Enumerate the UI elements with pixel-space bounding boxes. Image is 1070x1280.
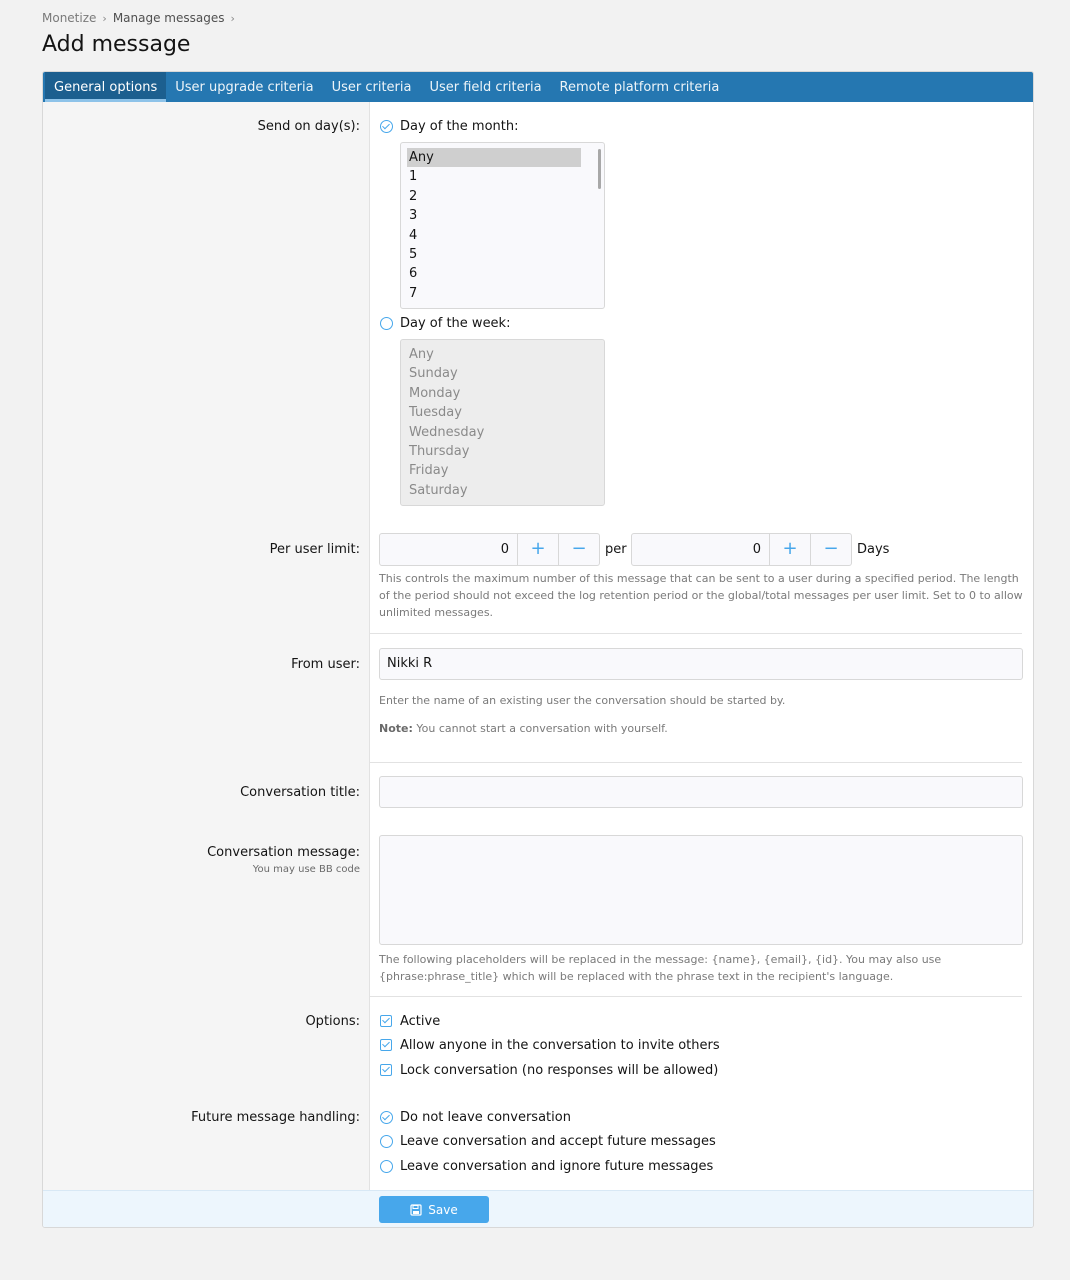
limit-period-value[interactable]: 0 bbox=[752, 542, 761, 557]
bb-code-hint: You may use BB code bbox=[252, 864, 360, 875]
leave-accept-radio[interactable] bbox=[380, 1135, 393, 1148]
list-item[interactable]: Any bbox=[407, 148, 581, 167]
divider bbox=[370, 996, 1022, 997]
per-user-limit-label: Per user limit: bbox=[269, 542, 360, 557]
days-unit: Days bbox=[857, 542, 890, 557]
tab-general-options[interactable]: General options bbox=[45, 72, 166, 102]
from-user-hint: Enter the name of an existing user the conversation should be started by. bbox=[379, 694, 786, 707]
future-handling-label: Future message handling: bbox=[191, 1110, 360, 1125]
list-item[interactable]: 3 bbox=[409, 208, 418, 224]
limit-period-stepper[interactable] bbox=[631, 533, 852, 566]
list-item[interactable]: Saturday bbox=[409, 482, 468, 498]
conversation-title-input[interactable] bbox=[379, 776, 1023, 808]
day-of-week-radio[interactable] bbox=[380, 317, 393, 330]
note-label: Note: bbox=[379, 722, 413, 735]
tab-user-upgrade-criteria[interactable]: User upgrade criteria bbox=[175, 79, 314, 95]
form-block bbox=[42, 71, 1034, 1228]
list-item[interactable]: 2 bbox=[409, 188, 418, 204]
breadcrumb bbox=[42, 11, 241, 25]
day-of-month-label: Day of the month: bbox=[400, 119, 519, 134]
save-label: Save bbox=[428, 1202, 458, 1217]
form-submit-row bbox=[43, 1190, 1034, 1228]
list-item[interactable]: Tuesday bbox=[409, 405, 462, 421]
list-item[interactable]: 5 bbox=[409, 246, 418, 262]
scrollbar[interactable] bbox=[598, 149, 601, 189]
day-of-week-label: Day of the week: bbox=[400, 316, 511, 331]
list-item[interactable]: 6 bbox=[409, 266, 418, 282]
leave-ignore-radio[interactable] bbox=[380, 1160, 393, 1173]
from-user-note bbox=[379, 720, 1023, 737]
chevron-right-icon: › bbox=[230, 11, 235, 25]
minus-icon[interactable]: − bbox=[810, 534, 851, 565]
list-item[interactable]: 4 bbox=[409, 227, 418, 243]
from-user-label: From user: bbox=[291, 657, 360, 672]
day-of-week-select[interactable] bbox=[400, 339, 605, 506]
divider bbox=[370, 762, 1022, 763]
leave-ignore-label: Leave conversation and ignore future messages bbox=[400, 1159, 714, 1174]
list-item[interactable]: 1 bbox=[409, 169, 418, 185]
allow-invite-option-label: Allow anyone in the conversation to invite others bbox=[400, 1038, 720, 1053]
page-title: Add message bbox=[42, 32, 191, 57]
tab-user-criteria[interactable]: User criteria bbox=[331, 79, 412, 95]
options-label: Options: bbox=[305, 1014, 360, 1029]
breadcrumb-manage-messages[interactable]: Manage messages bbox=[112, 11, 225, 25]
list-item[interactable]: Wednesday bbox=[409, 424, 485, 440]
plus-icon[interactable]: + bbox=[769, 534, 810, 565]
lock-conversation-option-label: Lock conversation (no responses will be allowed) bbox=[400, 1063, 719, 1078]
list-item[interactable]: Thursday bbox=[409, 443, 470, 459]
conversation-message-textarea[interactable] bbox=[379, 835, 1023, 945]
per-text: per bbox=[605, 542, 627, 557]
allow-invite-checkbox[interactable] bbox=[380, 1039, 392, 1051]
list-item[interactable]: Monday bbox=[409, 385, 461, 401]
list-item[interactable]: 7 bbox=[409, 285, 418, 301]
tab-remote-platform-criteria[interactable]: Remote platform criteria bbox=[559, 79, 720, 95]
active-option-label: Active bbox=[400, 1014, 441, 1029]
list-item[interactable]: Any bbox=[409, 347, 434, 362]
list-item[interactable]: Sunday bbox=[409, 366, 458, 382]
save-icon bbox=[410, 1204, 422, 1216]
day-of-month-radio[interactable] bbox=[380, 120, 393, 133]
day-of-month-select[interactable] bbox=[400, 142, 605, 309]
chevron-right-icon: › bbox=[102, 11, 107, 25]
message-placeholder-hint: The following placeholders will be replaced in the message: {name}, {email}, {id}. You may also use {phrase:phrase_title} which will be replaced with the phrase text in the recipient's language. bbox=[379, 953, 942, 983]
active-checkbox[interactable] bbox=[380, 1015, 392, 1027]
minus-icon[interactable]: − bbox=[558, 534, 599, 565]
note-text: You cannot start a conversation with yourself. bbox=[416, 722, 668, 735]
do-not-leave-label: Do not leave conversation bbox=[400, 1110, 571, 1125]
divider bbox=[370, 633, 1022, 634]
plus-icon[interactable]: + bbox=[517, 534, 558, 565]
save-button[interactable] bbox=[379, 1196, 489, 1223]
list-item[interactable]: Friday bbox=[409, 463, 449, 479]
from-user-input[interactable]: Nikki R bbox=[379, 648, 1023, 680]
conversation-message-label: Conversation message: bbox=[207, 845, 360, 860]
tab-user-field-criteria[interactable]: User field criteria bbox=[429, 79, 542, 95]
tab-bar bbox=[43, 72, 1033, 102]
leave-accept-label: Leave conversation and accept future messages bbox=[400, 1134, 716, 1149]
limit-count-stepper[interactable] bbox=[379, 533, 600, 566]
breadcrumb-monetize[interactable]: Monetize bbox=[42, 11, 97, 25]
send-on-label: Send on day(s): bbox=[257, 119, 360, 134]
do-not-leave-radio[interactable] bbox=[380, 1111, 393, 1124]
limit-count-value[interactable]: 0 bbox=[500, 542, 509, 557]
limit-hint: This controls the maximum number of this message that can be sent to a user during a specified period. The length of the period should not exceed the log retention period or the global/total messages per user limit. Set to 0 to allow unlimited messages. bbox=[379, 572, 1023, 619]
lock-conversation-checkbox[interactable] bbox=[380, 1064, 392, 1076]
conversation-title-label: Conversation title: bbox=[240, 785, 360, 800]
